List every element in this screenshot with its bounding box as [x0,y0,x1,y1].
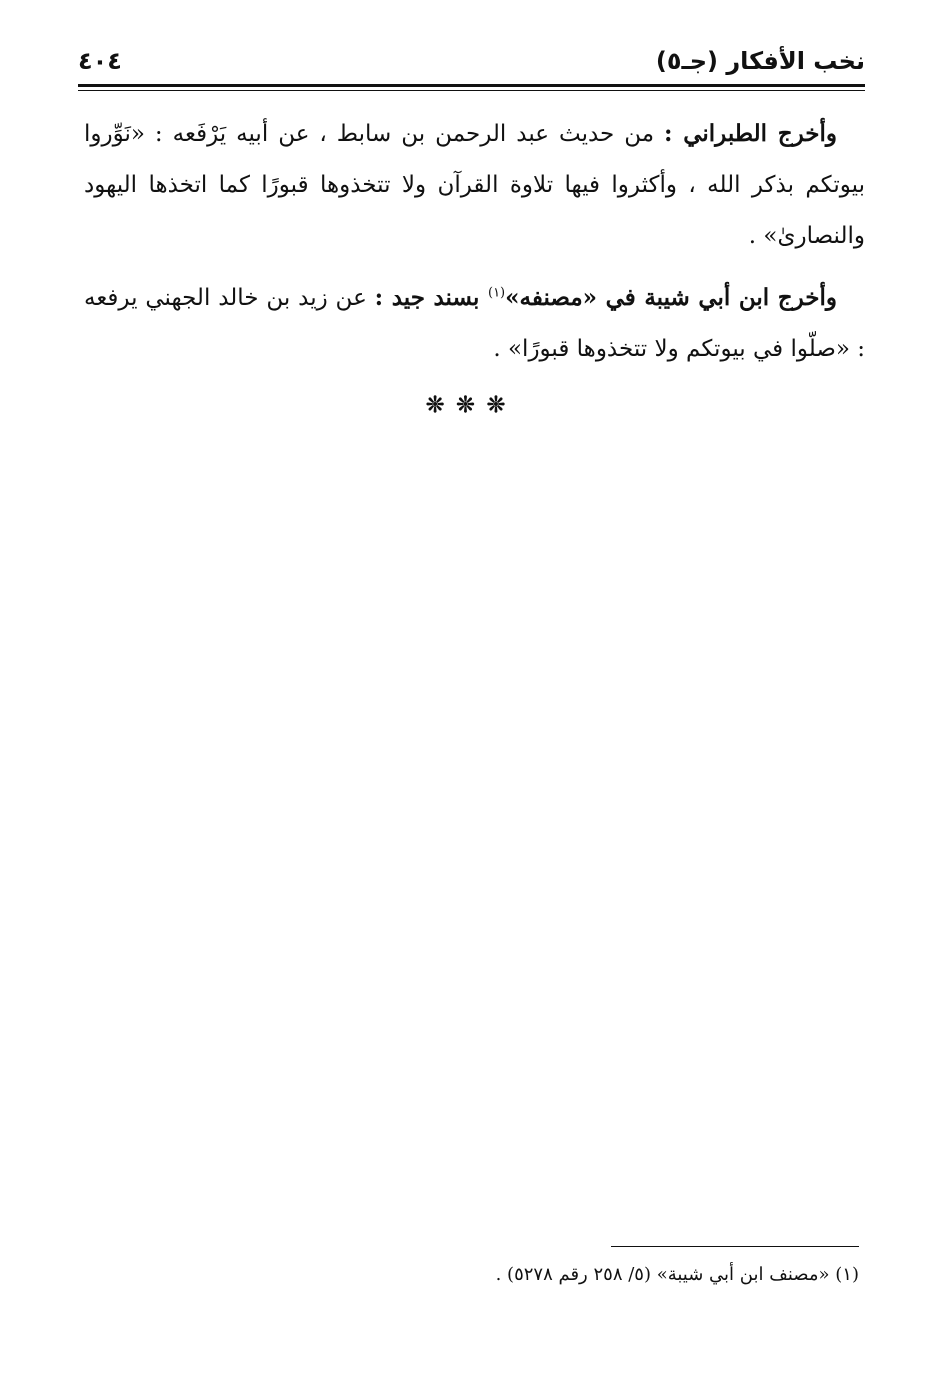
paragraph-lead: وأخرج ابن أبي شيبة في «مصنفه» [505,284,837,311]
main-text [84,108,865,385]
page-number: ٤٠٤ [78,47,122,75]
footnote-reference[interactable]: (١) [487,285,506,301]
book-page [78,38,865,1358]
paragraph-lead-secondary: بسند جيد : [374,284,488,311]
paragraph-ibn-abi-shayba [84,272,865,375]
paragraph-tabarani [84,108,865,262]
paragraph-body: من حديث عبد الرحمن بن سابط ، عن أبيه يَرْفَعه : «نَوِّروا بيوتكم بذكر الله ، وأكثروا فيها تلاوة القرآن ولا تتخذوها قبورًا كما اتخذها اليهود والنصارىٰ» . [84,121,865,249]
paragraph-body: عن زيد بن خالد الجهني يرفعه : «صلّوا في بيوتكم ولا تتخذوها قبورًا» . [84,285,865,362]
running-title: نخب الأفكار (جـ٥) [655,47,865,75]
footnote: (١) «مصنف ابن أبي شيبة» (٥/ ٢٥٨ رقم ٥٢٧٨) . [495,1264,859,1285]
header-rule-thick [78,84,865,87]
section-separator: ❊❊❊ [425,392,518,418]
page-header [78,38,865,84]
header-rule-thin [78,90,865,91]
paragraph-lead: وأخرج الطبراني : [664,120,837,147]
footnote-rule [611,1246,859,1247]
